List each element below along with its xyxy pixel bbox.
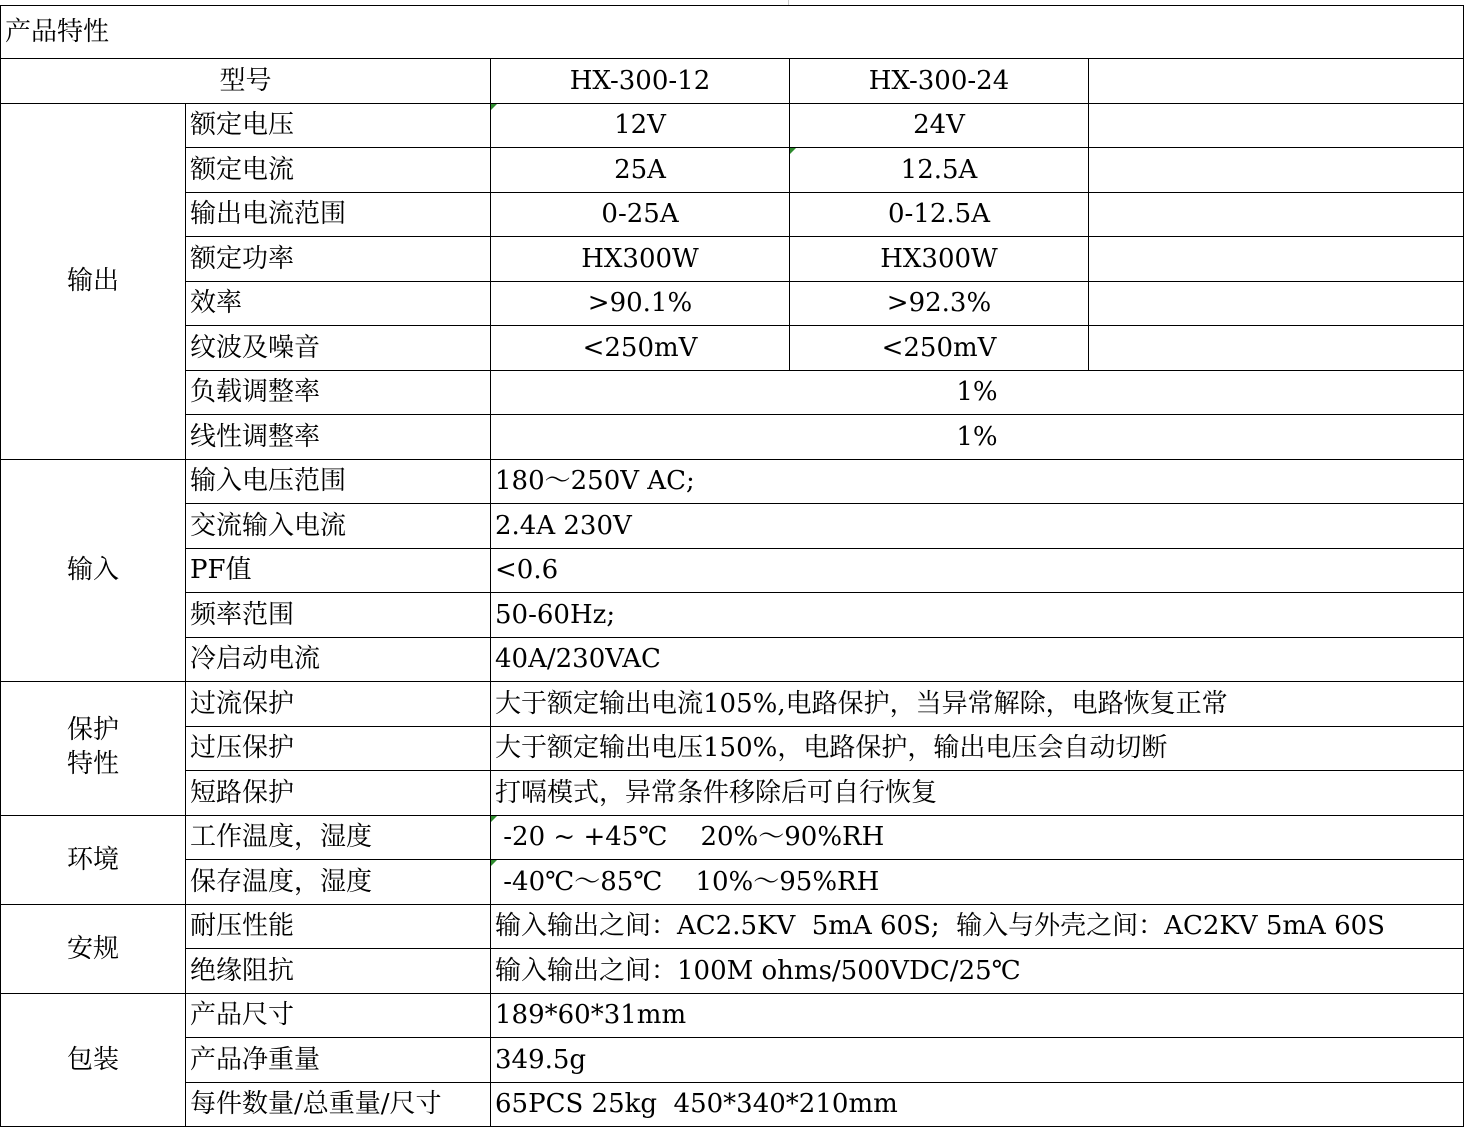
table-title: 产品特性 (1, 6, 1464, 59)
param-value: 189*60*31mm (491, 993, 1464, 1038)
group-safety: 安规 (1, 904, 186, 993)
model-header-label: 型号 (1, 59, 491, 104)
empty-header-cell (1089, 59, 1464, 104)
shared-value: 1% (491, 370, 1464, 415)
group-packaging: 包装 (1, 993, 186, 1127)
param-value: -40℃～85℃ 10%～95%RH (491, 860, 1464, 905)
param-label: 过压保护 (186, 726, 491, 771)
param-label: PF值 (186, 548, 491, 593)
table-row (1, 192, 1464, 237)
param-label: 线性调整率 (186, 415, 491, 460)
table-row (1, 504, 1464, 549)
param-label: 过流保护 (186, 682, 491, 727)
param-label: 额定功率 (186, 237, 491, 282)
table-row (1, 771, 1464, 816)
empty-cell (1089, 192, 1464, 237)
param-label: 短路保护 (186, 771, 491, 816)
title-row (1, 6, 1464, 59)
table-row (1, 103, 1464, 148)
param-value: -20 ~ +45℃ 20%～90%RH (491, 815, 1464, 860)
empty-cell (1089, 103, 1464, 148)
param-value: 180～250V AC; (491, 459, 1464, 504)
param-label: 每件数量/总重量/尺寸 (186, 1082, 491, 1127)
table-row (1, 148, 1464, 193)
model-header-2: HX-300-24 (790, 59, 1089, 104)
group-environment: 环境 (1, 815, 186, 904)
table-row (1, 949, 1464, 994)
param-label: 输出电流范围 (186, 192, 491, 237)
value-model-2: 0-12.5A (790, 192, 1089, 237)
param-label: 产品净重量 (186, 1038, 491, 1083)
model-header-1: HX-300-12 (491, 59, 790, 104)
table-row (1, 593, 1464, 638)
param-label: 产品尺寸 (186, 993, 491, 1038)
param-label: 冷启动电流 (186, 637, 491, 682)
param-value: 2.4A 230V (491, 504, 1464, 549)
table-row (1, 1082, 1464, 1127)
table-row (1, 815, 1464, 860)
param-label: 负载调整率 (186, 370, 491, 415)
param-label: 额定电流 (186, 148, 491, 193)
table-row (1, 637, 1464, 682)
table-row (1, 237, 1464, 282)
value-model-2: <250mV (790, 326, 1089, 371)
table-row (1, 548, 1464, 593)
param-label: 耐压性能 (186, 904, 491, 949)
param-value: 大于额定输出电流105%,电路保护，当异常解除，电路恢复正常 (491, 682, 1464, 727)
spec-sheet (0, 5, 1465, 1127)
param-value: <0.6 (491, 548, 1464, 593)
value-model-2: 12.5A (790, 148, 1089, 193)
group-input: 输入 (1, 459, 186, 682)
param-value: 349.5g (491, 1038, 1464, 1083)
table-row (1, 415, 1464, 460)
param-label: 绝缘阻抗 (186, 949, 491, 994)
param-value: 65PCS 25kg 450*340*210mm (491, 1082, 1464, 1127)
value-model-2: >92.3% (790, 281, 1089, 326)
table-row (1, 726, 1464, 771)
table-row (1, 682, 1464, 727)
table-row (1, 904, 1464, 949)
value-model-1: <250mV (491, 326, 790, 371)
header-row (1, 59, 1464, 104)
value-model-1: 0-25A (491, 192, 790, 237)
table-row (1, 993, 1464, 1038)
table-row (1, 326, 1464, 371)
param-value: 50-60Hz; (491, 593, 1464, 638)
empty-cell (1089, 326, 1464, 371)
param-label: 效率 (186, 281, 491, 326)
empty-cell (1089, 237, 1464, 282)
table-row (1, 281, 1464, 326)
table-row (1, 1038, 1464, 1083)
table-row (1, 370, 1464, 415)
value-model-1: HX300W (491, 237, 790, 282)
product-spec-table (0, 5, 1464, 1127)
group-output: 输出 (1, 103, 186, 459)
table-row (1, 860, 1464, 905)
param-value: 40A/230VAC (491, 637, 1464, 682)
param-value: 大于额定输出电压150%，电路保护，输出电压会自动切断 (491, 726, 1464, 771)
empty-cell (1089, 281, 1464, 326)
group-protection: 保护 特性 (1, 682, 186, 816)
param-value: 打嗝模式，异常条件移除后可自行恢复 (491, 771, 1464, 816)
empty-cell (1089, 148, 1464, 193)
param-label: 纹波及噪音 (186, 326, 491, 371)
shared-value: 1% (491, 415, 1464, 460)
param-value: 输入输出之间：AC2.5KV 5mA 60S; 输入与外壳之间：AC2KV 5mA 60S (491, 904, 1464, 949)
param-label: 输入电压范围 (186, 459, 491, 504)
value-model-2: HX300W (790, 237, 1089, 282)
param-label: 保存温度，湿度 (186, 860, 491, 905)
param-value: 输入输出之间：100M ohms/500VDC/25℃ (491, 949, 1464, 994)
value-model-1: >90.1% (491, 281, 790, 326)
value-model-2: 24V (790, 103, 1089, 148)
param-label: 频率范围 (186, 593, 491, 638)
value-model-1: 12V (491, 103, 790, 148)
value-model-1: 25A (491, 148, 790, 193)
param-label: 交流输入电流 (186, 504, 491, 549)
param-label: 工作温度，湿度 (186, 815, 491, 860)
table-row (1, 459, 1464, 504)
param-label: 额定电压 (186, 103, 491, 148)
